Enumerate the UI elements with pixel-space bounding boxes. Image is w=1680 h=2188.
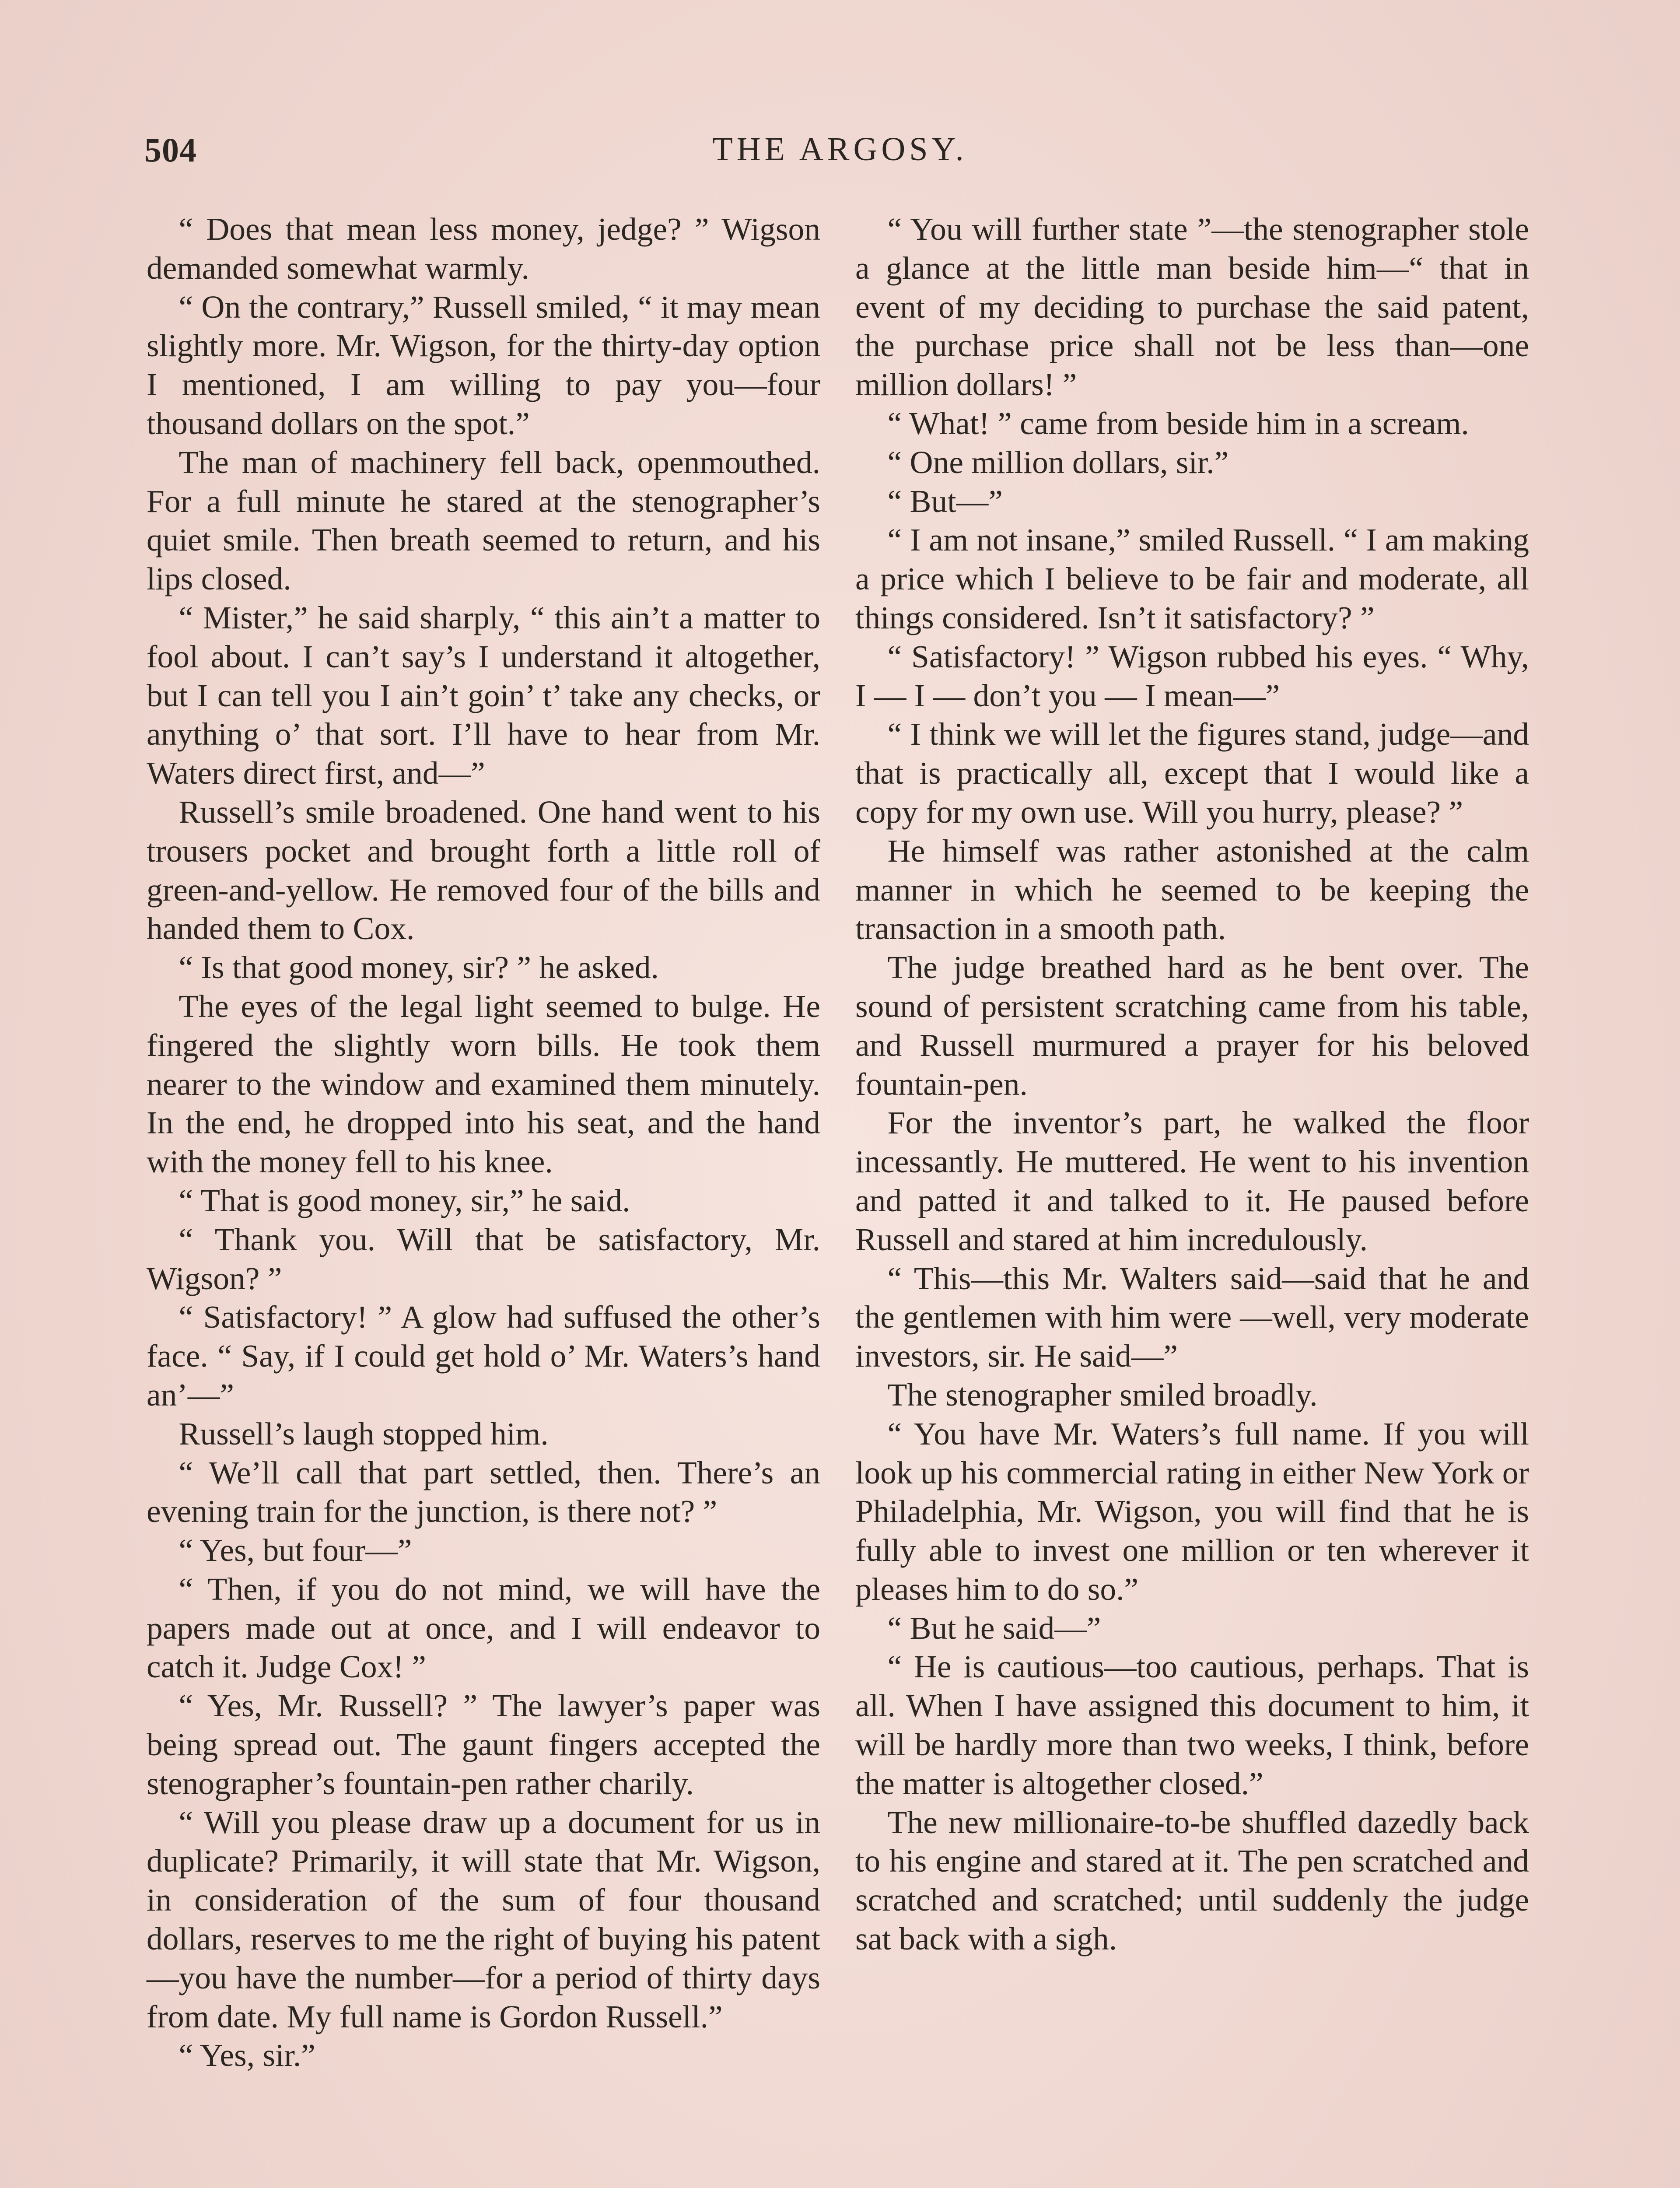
paragraph: “ I think we will let the figures stand, judge—and that is practically all, except that I would like a copy for my own use. Will you hurry, please? ” <box>855 716 1529 830</box>
paragraph: “ You have Mr. Waters’s full name. If you will look up his commercial rating in either New York or Philadelphia, Mr. Wigson, you will find that he is fully able to invest one million or ten wherever it pleases him to do so.” <box>855 1416 1529 1607</box>
page-number: 504 <box>144 131 197 169</box>
paragraph: The man of machinery fell back, openmouthed. For a full minute he stared at the stenographer’s quiet smile. Then breath seemed to return, and his lips closed. <box>147 444 820 597</box>
paragraph: “ Will you please draw up a document for us in duplicate? Primarily, it will state that Mr. Wigson, in consideration of the sum of four thousand dollars, reserves to me the right of buying his patent —you have the number—for a period of thirty days from date. My full name is Gordon Russell.” <box>147 1804 820 2034</box>
paragraph: “ This—this Mr. Walters said—said that he and the gentlemen with him were —well, very moderate investors, sir. He said—” <box>855 1260 1529 1374</box>
paragraph: “ But—” <box>887 483 1003 519</box>
paragraph: “ We’ll call that part settled, then. There’s an evening train for the junction, is there not? ” <box>147 1455 820 1529</box>
paragraph: “ He is cautious—too cautious, perhaps. That is all. When I have assigned this document to him, it will be hardly more than two weeks, I think, before the matter is altogether closed.” <box>855 1649 1529 1801</box>
paragraph: “ What! ” came from beside him in a scream. <box>887 405 1469 441</box>
paragraph: “ One million dollars, sir.” <box>887 444 1229 480</box>
paragraph: “ I am not insane,” smiled Russell. “ I am making a price which I believe to be fair and moderate, all things considered. Isn’t it satisfactory? ” <box>855 522 1529 635</box>
paragraph: “ Thank you. Will that be satisfactory, Mr. Wigson? ” <box>147 1221 820 1296</box>
paragraph: The judge breathed hard as he bent over. The sound of persistent scratching came from his table, and Russell murmured a prayer for his beloved fountain-pen. <box>855 950 1529 1102</box>
paragraph: “ Yes, Mr. Russell? ” The lawyer’s paper was being spread out. The gaunt fingers accepted the stenographer’s fountain-pen rather charily. <box>147 1688 820 1801</box>
left-column <box>147 210 820 2075</box>
paragraph: The stenographer smiled broadly. <box>887 1377 1318 1413</box>
paragraph: “ But he said—” <box>887 1610 1101 1646</box>
paragraph: “ Does that mean less money, jedge? ” Wigson demanded somewhat warmly. <box>147 211 820 286</box>
running-head: THE ARGOSY. <box>712 131 968 168</box>
paragraph: “ Then, if you do not mind, we will have the papers made out at once, and I will endeavor to catch it. Judge Cox! ” <box>147 1571 820 1685</box>
paragraph: “ Yes, sir.” <box>178 2037 315 2073</box>
paragraph: For the inventor’s part, he walked the floor incessantly. He muttered. He went to his invention and patted it and talked to it. He paused before Russell and stared at him incredulously. <box>855 1105 1529 1257</box>
paragraph: “ Satisfactory! ” Wigson rubbed his eyes. “ Why, I — I — don’t you — I mean—” <box>855 638 1529 713</box>
paragraph: “ Yes, but four—” <box>178 1532 412 1568</box>
paragraph: The eyes of the legal light seemed to bulge. He fingered the slightly worn bills. He took them nearer to the window and examined them minutely. In the end, he dropped into his seat, and the hand with the money fell to his knee. <box>147 988 820 1180</box>
paragraph: Russell’s smile broadened. One hand went to his trousers pocket and brought forth a little roll of green-and-yellow. He removed four of the bills and handed them to Cox. <box>147 794 820 947</box>
paragraph: “ Is that good money, sir? ” he asked. <box>178 950 659 985</box>
paragraph: “ You will further state ”—the stenographer stole a glance at the little man beside him—“ that in event of my deciding to purchase the said patent, the purchase price shall not be less than—one million dollars! ” <box>855 211 1529 403</box>
paragraph: He himself was rather astonished at the calm manner in which he seemed to be keeping the transaction in a smooth path. <box>855 833 1529 947</box>
paragraph: The new millionaire-to-be shuffled dazedly back to his engine and stared at it. The pen scratched and scratched and scratched; until suddenly the judge sat back with a sigh. <box>855 1804 1529 1957</box>
paragraph: “ On the contrary,” Russell smiled, “ it may mean slightly more. Mr. Wigson, for the thirty-day option I mentioned, I am willing to pay you—four thousand dollars on the spot.” <box>147 289 820 441</box>
paragraph: “ That is good money, sir,” he said. <box>178 1182 630 1218</box>
right-column <box>855 210 1529 1959</box>
paragraph: “ Mister,” he said sharply, “ this ain’t a matter to fool about. I can’t say’s I understand it altogether, but I can tell you I ain’t goin’ t’ take any checks, or anything o’ that sort. I’ll have to hear from Mr. Waters direct first, and—” <box>147 600 820 791</box>
paragraph: “ Satisfactory! ” A glow had suffused the other’s face. “ Say, if I could get hold o’ Mr. Waters’s hand an’—” <box>147 1299 820 1413</box>
paragraph: Russell’s laugh stopped him. <box>178 1416 549 1452</box>
